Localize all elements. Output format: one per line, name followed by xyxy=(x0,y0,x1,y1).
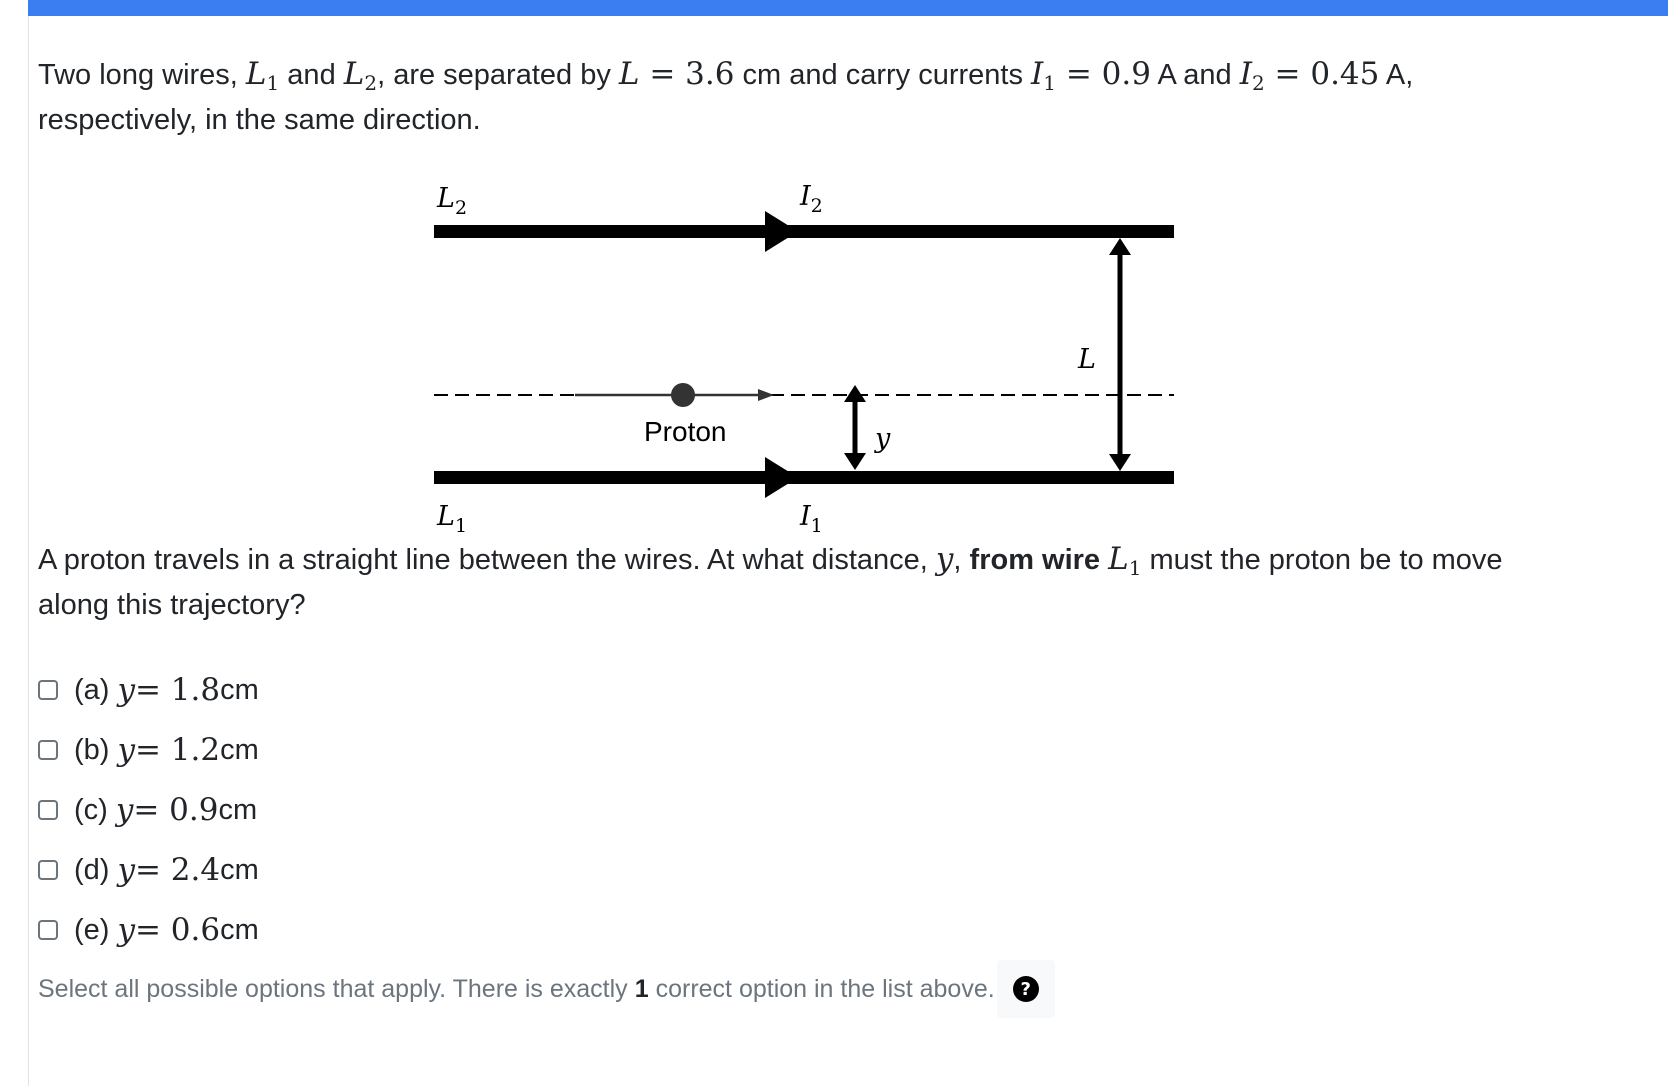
option-label: (e) xyxy=(74,913,110,946)
math-L: L xyxy=(618,56,640,92)
wire-L2 xyxy=(434,225,1174,238)
option-unit: cm xyxy=(220,913,259,946)
proton-dot xyxy=(671,383,695,407)
instructions xyxy=(38,960,1055,1018)
question-paragraph-2 xyxy=(38,537,1518,628)
current-arrow-I1 xyxy=(765,457,798,498)
L-arrowhead-up xyxy=(1109,238,1131,255)
option-checkbox[interactable] xyxy=(38,860,58,880)
current-arrow-I2 xyxy=(765,211,798,252)
label-proton: Proton xyxy=(644,416,727,447)
option-value: = 0.6 xyxy=(134,912,221,948)
option-var: y xyxy=(117,672,135,708)
label-I2: $I_2$ xyxy=(800,181,823,217)
question-text: A, respectively, in the same direction. xyxy=(38,59,1414,136)
velocity-arrowhead xyxy=(758,389,774,401)
instructions-text: Select all possible options that apply. There is exactly xyxy=(38,974,628,1003)
math-sub: 2 xyxy=(1251,71,1265,95)
math-value: = 0.45 xyxy=(1264,56,1380,92)
option-checkbox[interactable] xyxy=(38,920,58,940)
math-L1: L xyxy=(245,56,267,92)
label-L2: $L_2$ xyxy=(437,183,468,219)
question-text: A and xyxy=(1150,59,1240,91)
y-arrowhead-up xyxy=(844,385,866,402)
option-value: = 1.8 xyxy=(134,672,221,708)
option-a[interactable] xyxy=(38,660,259,720)
question-text: and xyxy=(279,59,344,91)
question-text: , xyxy=(953,544,970,576)
label-L: L xyxy=(1078,344,1096,375)
option-unit: cm xyxy=(220,673,259,706)
math-value: = 3.6 xyxy=(639,56,735,92)
label-I1: $I_1$ xyxy=(800,501,823,537)
math-L1: L xyxy=(1108,541,1129,577)
option-c[interactable] xyxy=(38,780,259,840)
question-text: cm and carry currents xyxy=(734,59,1032,91)
wires-diagram xyxy=(400,165,1190,545)
option-value: = 1.2 xyxy=(134,732,221,768)
option-checkbox[interactable] xyxy=(38,740,58,760)
math-I1: I xyxy=(1031,56,1044,92)
L-arrowhead-down xyxy=(1109,454,1131,471)
option-d[interactable] xyxy=(38,840,259,900)
option-var: y xyxy=(117,852,135,888)
option-var: y xyxy=(117,912,135,948)
option-label: (a) xyxy=(74,673,110,706)
math-sub: 1 xyxy=(1043,71,1056,95)
option-value: = 0.9 xyxy=(133,792,219,828)
question-paragraph-1 xyxy=(38,52,1518,143)
option-var: y xyxy=(117,732,135,768)
option-var: y xyxy=(115,792,134,828)
help-button[interactable] xyxy=(997,960,1055,1018)
wire-L1 xyxy=(434,471,1174,484)
question-text: , are separated by xyxy=(377,59,619,91)
page-left-rule xyxy=(0,0,29,1086)
option-checkbox[interactable] xyxy=(38,800,58,820)
option-label: (b) xyxy=(74,733,110,766)
instructions-text: correct option in the list above. xyxy=(655,974,995,1003)
math-L2: L xyxy=(343,56,365,92)
answer-options xyxy=(38,660,259,960)
help-icon: ? xyxy=(1013,976,1039,1002)
y-arrowhead-down xyxy=(844,453,866,470)
math-sub: 1 xyxy=(266,71,280,95)
math-value: = 0.9 xyxy=(1056,56,1151,92)
option-unit: cm xyxy=(220,853,259,886)
instructions-count: 1 xyxy=(634,974,649,1003)
math-sub: 2 xyxy=(364,71,378,95)
option-label: (d) xyxy=(74,853,110,886)
math-sub: 1 xyxy=(1128,556,1142,580)
label-L1: $L_1$ xyxy=(437,501,468,537)
question-text: A proton travels in a straight line between the wires. At what distance, xyxy=(38,544,936,576)
question-bold-text: from wire xyxy=(969,544,1109,576)
option-e[interactable] xyxy=(38,900,259,960)
option-checkbox[interactable] xyxy=(38,680,58,700)
math-I2: I xyxy=(1239,56,1252,92)
label-y: y xyxy=(875,423,891,454)
option-unit: cm xyxy=(220,733,259,766)
math-y: y xyxy=(935,541,954,577)
question-text: Two long wires, xyxy=(38,59,246,91)
option-value: = 2.4 xyxy=(134,852,221,888)
option-b[interactable] xyxy=(38,720,259,780)
option-label: (c) xyxy=(74,793,108,826)
question-header-bar xyxy=(28,0,1668,16)
option-unit: cm xyxy=(218,793,258,826)
question-text: must the proton be to move along this trajectory? xyxy=(38,544,1503,621)
